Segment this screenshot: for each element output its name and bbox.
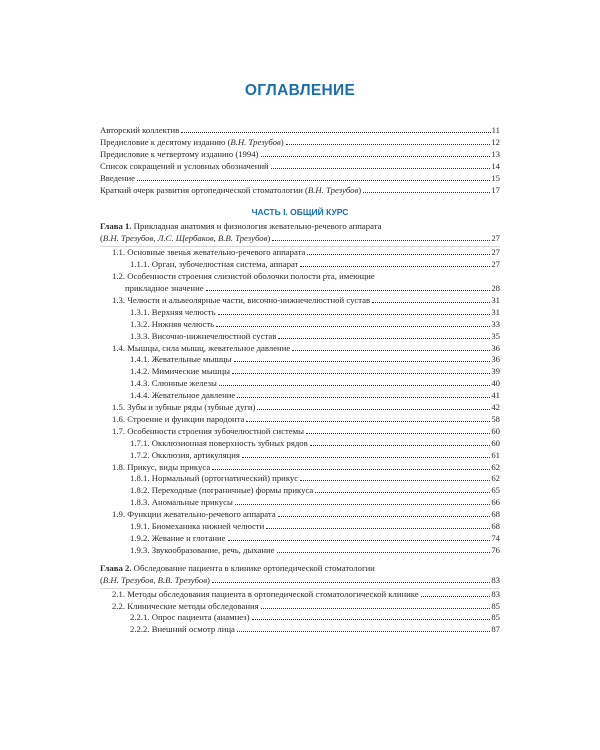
dot-leader [307,254,490,255]
dot-leader [237,397,490,398]
dot-leader [315,492,490,493]
dot-leader [234,361,491,362]
toc-page-number: 74 [491,533,500,543]
toc-entry-label: Краткий очерк развития ортопедической стоматологии (В.Н. Трезубов) [100,184,362,195]
chapter-label: Глава 2. [100,562,132,573]
toc-page-number: 41 [491,390,500,401]
toc-entry-label: прикладное значение [125,282,204,293]
toc-entry-label: 1.7. Особенности строения зубочелюстной системы [112,425,304,436]
toc-entry[interactable] [100,497,500,509]
toc-entry[interactable] [100,259,500,271]
dot-leader [242,457,490,458]
dot-leader [310,445,491,446]
toc-page-number: 83 [491,574,500,585]
toc-entry-continuation[interactable] [100,283,500,295]
toc-entry-label: 1.5. Зубы и зубные ряды (зубные дуги) [112,402,256,413]
chapter-1-entries [100,247,500,557]
toc-entry[interactable] [100,390,500,402]
toc-page-number: 39 [491,366,500,377]
toc-entry[interactable] [100,438,500,450]
dot-leader [257,409,490,410]
chapter-authors-line: (В.Н. Трезубов, Л.С. Щербаков, В.В. Трезубов) 27 [100,233,500,244]
toc-entry-label: 1.6. Строение и функции пародонта [112,413,245,424]
toc-entry[interactable] [100,271,500,283]
dot-leader [278,338,490,339]
toc-page-number: 85 [491,612,500,623]
toc-entry[interactable] [100,343,500,355]
toc-page-number: 83 [491,588,500,599]
toc-page-number: 15 [491,172,500,183]
toc-entry[interactable] [100,295,500,307]
toc-entry-author: В.Н. Трезубов [307,184,359,195]
chapter-authors: В.Н. Трезубов, Л.С. Щербаков, В.В. Трезубов [102,233,268,244]
toc-entry[interactable] [100,354,500,366]
page-title: ОГЛАВЛЕНИЕ [244,82,356,99]
toc-page-number: 62 [491,473,500,484]
toc-page-number: 28 [491,282,500,293]
dot-leader [232,373,490,374]
toc-entry-label: 1.9.3. Звукообразование, речь, дыхание [130,544,275,555]
toc-page-number: 42 [491,402,500,413]
dot-leader [137,180,490,181]
chapter-title: Прикладная анатомия и физиология жевательно-речевого аппарата [133,221,382,232]
toc-entry-label: 1.8.1. Нормальный (ортогнатический) прикус [130,473,299,484]
toc-entry-label: 1.2. Особенности строения слизистой оболочки полости рта, имеющие [112,271,375,282]
toc-page-number: 17 [491,184,500,195]
toc-page-number: 62 [491,461,500,472]
chapter-label: Глава 1. [100,221,132,232]
chapter-heading[interactable] [100,221,500,233]
dot-leader [246,421,490,422]
toc-entry[interactable] [100,149,500,161]
part-heading: ЧАСТЬ I. ОБЩИЙ КУРС [251,207,349,218]
toc-entry[interactable] [100,426,500,438]
toc-entry-label: Предисловие к десятому изданию (В.Н. Трезубов) [100,136,284,147]
dot-leader [300,266,490,267]
dot-leader [300,480,490,481]
toc-entry[interactable] [100,402,500,414]
toc-page-number: 31 [491,294,500,305]
toc-page-number: 36 [491,354,500,365]
toc-page-number: 13 [491,148,500,159]
toc-entry[interactable] [100,125,500,137]
toc-entry-label: 1.8.3. Аномальные прикусы [130,497,233,508]
chapter-title: Обследование пациента в клинике ортопедической стоматологии [133,562,375,573]
dot-leader [261,608,491,609]
toc-entry[interactable] [100,331,500,343]
dot-leader [228,540,491,541]
toc-entry-label: 1.9. Функции жевательно-речевого аппарата [112,509,276,520]
toc-entry-label: 1.3.2. Нижняя челюсть [130,318,215,329]
toc-entry[interactable] [100,589,500,601]
dot-leader [219,385,491,386]
toc-entry[interactable] [100,509,500,521]
toc-entry-label: Авторский коллектив [100,125,180,135]
toc-entry-label: 2.2.2. Внешний осмотр лица [130,624,235,635]
toc-page-number: 31 [491,306,500,317]
toc-entry-label: 1.4.2. Мимические мышцы [130,366,230,377]
toc-entry[interactable] [100,545,500,557]
toc-entry-label: 2.1. Методы обследования пациента в ортопедической стоматологической клинике [112,588,419,599]
toc-page-number: 12 [491,136,500,147]
toc-page-number: 40 [491,378,500,389]
toc-entry[interactable] [100,485,500,497]
toc-entry-label: 2.2.1. Опрос пациента (анамнез) [130,612,250,623]
dot-leader [272,240,490,241]
toc-entry-label: 1.4.4. Жевательное давление [130,390,236,401]
chapter-authors: В.Н. Трезубов, В.В. Трезубов [102,574,207,585]
toc-entry[interactable] [100,378,500,390]
dot-leader [237,631,490,632]
dot-leader [181,132,490,133]
toc-page-number: 36 [491,342,500,353]
dot-leader [278,516,491,517]
dot-leader [277,552,491,553]
toc-entry-label: 1.1. Основные звенья жевательно-речевого аппарата [112,247,306,258]
dot-leader [261,156,491,157]
dot-leader [206,290,491,291]
toc-page-number: 61 [491,449,500,460]
toc-page-number: 27 [491,233,500,244]
chapter-authors-line: (В.Н. Трезубов, В.В. Трезубов) 83 [100,574,500,585]
toc-entry[interactable] [100,521,500,533]
toc-entry-label: Список сокращений и условных обозначений [100,160,269,171]
toc-page-number: 66 [491,497,500,508]
toc-entry-label: 1.7.1. Окклюзионная поверхность зубных рядов [130,437,308,448]
toc-entry[interactable] [100,173,500,185]
dot-leader [218,314,491,315]
dot-leader [252,619,491,620]
toc-entry[interactable] [100,161,500,173]
toc-entry-label: 1.9.2. Жевание и глотание [130,533,226,543]
toc-entry-label: 1.4.3. Слюнные железы [130,378,217,389]
dot-leader [212,469,490,470]
toc-page-number: 27 [491,247,500,258]
dot-leader [266,528,490,529]
toc-entry[interactable] [100,366,500,378]
dot-leader [372,302,490,303]
toc-page-number: 58 [491,413,500,424]
toc-entry[interactable] [100,473,500,485]
front-matter [100,125,500,196]
toc-entry-label: 1.4.1. Жевательные мышцы [130,354,232,365]
dot-leader [421,596,491,597]
dot-leader [216,326,490,327]
toc-entry-label: 1.9.1. Биомеханика нижней челюсти [130,521,265,532]
toc-entry[interactable] [100,624,500,636]
dot-leader [306,433,490,434]
dot-leader [212,582,490,583]
chapter-heading[interactable] [100,563,500,575]
toc-page-number: 11 [491,125,500,135]
toc-entry[interactable] [100,612,500,624]
toc-entry-label: 1.8. Прикус, виды прикуса [112,461,211,472]
toc-page-number: 14 [491,160,500,171]
toc-page-number: 27 [491,259,500,270]
dot-leader [286,144,491,145]
toc-entry[interactable] [100,450,500,462]
toc-entry[interactable] [100,533,500,545]
table-of-contents [100,125,500,636]
toc-entry[interactable] [100,414,500,426]
dot-leader [292,350,490,351]
toc-entry[interactable] [100,462,500,474]
toc-entry[interactable] [100,319,500,331]
toc-entry[interactable] [100,247,500,259]
toc-entry-label: 1.3. Челюсти и альвеолярные части, височно-нижнечелюстной сустав [112,294,371,305]
toc-page-number: 65 [491,485,500,496]
toc-page-number: 87 [491,624,500,635]
toc-page-number: 60 [491,425,500,436]
toc-entry[interactable] [100,307,500,319]
toc-entry-label: Предисловие к четвертому изданию (1994) [100,148,259,159]
toc-page-number: 68 [491,509,500,520]
toc-entry-label: 1.3.3. Височно-нижнечелюстной сустав [130,330,277,341]
toc-entry-label: 1.1.1. Орган, зубочелюстная система, аппарат [130,259,299,270]
dot-leader [235,504,491,505]
toc-entry-label: 1.7.2. Окклюзия, артикуляция [130,449,240,460]
toc-page-number: 68 [491,521,500,532]
dot-leader [363,192,490,193]
toc-entry[interactable] [100,185,500,197]
toc-entry-label: 1.3.1. Верхняя челюсть [130,306,216,317]
toc-page-number: 33 [491,318,500,329]
spacer [100,196,500,204]
toc-page-number: 85 [491,600,500,611]
chapter-2-entries [100,589,500,637]
toc-entry[interactable] [100,137,500,149]
toc-entry-author: В.Н. Трезубов [230,136,281,147]
toc-entry-label: 2.2. Клинические методы обследования [112,600,259,611]
toc-page-number: 76 [491,544,500,555]
toc-entry[interactable] [100,601,500,613]
toc-entry-label: 1.4. Мышцы, сила мышц, жевательное давление [112,342,291,353]
toc-page-number: 60 [491,437,500,448]
toc-page-number: 35 [491,330,500,341]
toc-entry-label: 1.8.2. Переходные (пограничные) формы прикуса [130,485,314,496]
toc-entry-label: Введение [100,172,136,183]
dot-leader [271,168,491,169]
